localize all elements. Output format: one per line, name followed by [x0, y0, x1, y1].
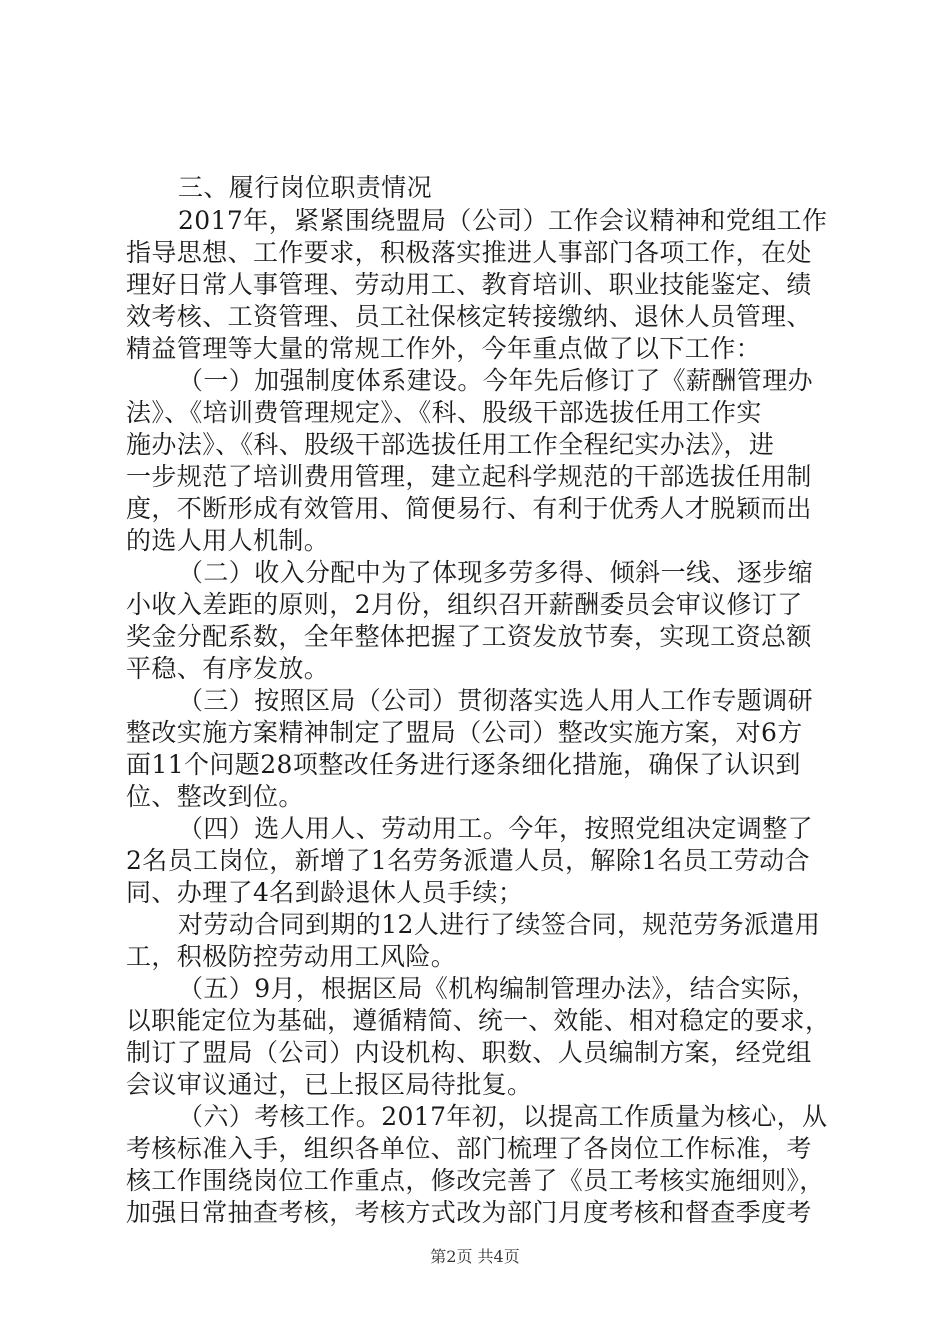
text-line: 奖金分配系数，全年整体把握了工资发放节奏，实现工资总额 — [126, 622, 812, 651]
text-line: 精益管理等大量的常规工作外，今年重点做了以下工作： — [126, 334, 762, 363]
text-line: 整改实施方案精神制定了盟局（公司）整改实施方案，对6方 — [126, 718, 803, 747]
text-line: 度，不断形成有效管用、简便易行、有利于优秀人才脱颖而出 — [126, 494, 812, 523]
text-line: 考核标准入手，组织各单位、部门梳理了各岗位工作标准，考 — [126, 1134, 812, 1163]
text-line: （五）9月，根据区局《机构编制管理办法》，结合实际， — [178, 974, 817, 1003]
text-line: （二）收入分配中为了体现多劳多得、倾斜一线、逐步缩 — [178, 558, 814, 587]
page-number-footer: 第2页 共4页 — [430, 1247, 520, 1266]
text-line: （四）选人用人、劳动用工。今年，按照党组决定调整了 — [178, 814, 814, 843]
text-line: 工，积极防控劳动用工风险。 — [126, 942, 457, 971]
text-line: 面11个问题28项整改任务进行逐条细化措施，确保了认识到 — [126, 750, 801, 779]
text-line: 平稳、有序发放。 — [126, 654, 330, 683]
text-line: 法》、《培训费管理规定》、《科、股级干部选拔任用工作实 — [126, 398, 762, 427]
text-line: 加强日常抽查考核，考核方式改为部门月度考核和督查季度考 — [126, 1198, 812, 1227]
text-line: 2名员工岗位，新增了1名劳务派遣人员，解除1名员工劳动合 — [126, 846, 810, 875]
text-line: 位、整改到位。 — [126, 782, 304, 811]
text-line: 会议审议通过，已上报区局待批复。 — [126, 1070, 533, 1099]
text-line: 指导思想、工作要求，积极落实推进人事部门各项工作，在处 — [126, 238, 812, 267]
text-line: 效考核、工资管理、员工社保核定转接缴纳、退休人员管理、 — [126, 302, 812, 331]
text-line: （六）考核工作。2017年初，以提高工作质量为核心，从 — [178, 1102, 828, 1131]
text-line: 的选人用人机制。 — [126, 526, 330, 555]
text-line: 施办法》、《科、股级干部选拔任用工作全程纪实办法》，进 — [126, 430, 775, 459]
text-line: 对劳动合同到期的12人进行了续签合同，规范劳务派遣用 — [178, 910, 821, 939]
text-line: （一）加强制度体系建设。今年先后修订了《薪酬管理办 — [178, 366, 814, 395]
text-line: 理好日常人事管理、劳动用工、教育培训、职业技能鉴定、绩 — [126, 270, 812, 299]
text-line: 制订了盟局（公司）内设机构、职数、人员编制方案，经党组 — [126, 1038, 812, 1067]
text-line: 小收入差距的原则，2月份，组织召开薪酬委员会审议修订了 — [126, 590, 803, 619]
text-line: （三）按照区局（公司）贯彻落实选人用人工作专题调研 — [178, 686, 814, 715]
text-line: 一步规范了培训费用管理，建立起科学规范的干部选拔任用制 — [126, 462, 812, 491]
text-line: 同、办理了4名到龄退休人员手续； — [126, 878, 524, 907]
text-line: 以职能定位为基础，遵循精简、统一、效能、相对稳定的要求， — [126, 1006, 831, 1035]
text-line: 核工作围绕岗位工作重点，修改完善了《员工考核实施细则》， — [126, 1166, 825, 1195]
text-line: 2017年，紧紧围绕盟局（公司）工作会议精神和党组工作 — [178, 206, 828, 235]
text-line: 三、履行岗位职责情况 — [178, 173, 433, 202]
